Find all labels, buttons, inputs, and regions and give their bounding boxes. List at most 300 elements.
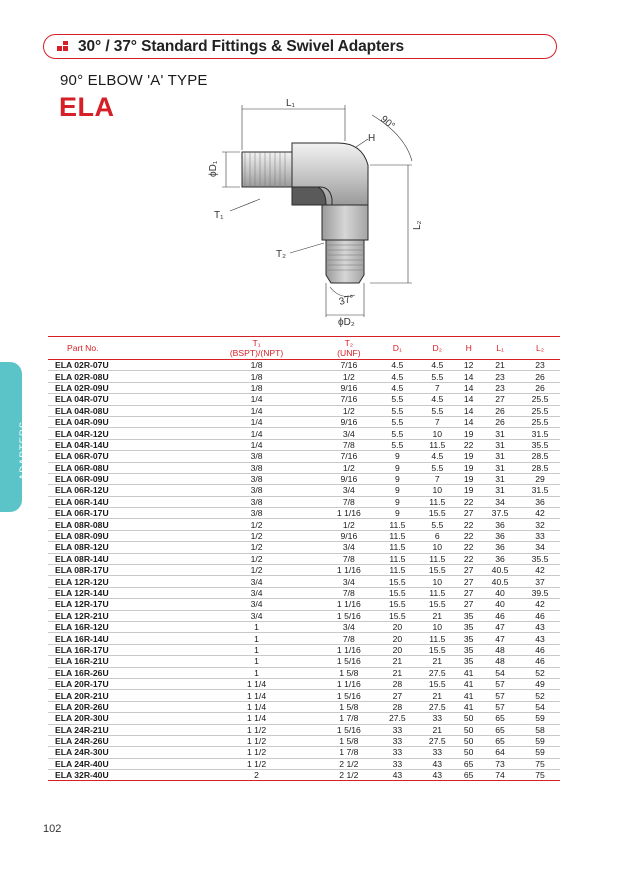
table-cell: 1 5/8 bbox=[320, 735, 377, 746]
table-cell: 7 bbox=[417, 382, 457, 393]
part-number-cell: ELA 04R-09U bbox=[48, 416, 193, 427]
table-cell: 1/4 bbox=[193, 394, 321, 405]
table-cell: 15.5 bbox=[377, 576, 417, 587]
table-cell: 27 bbox=[480, 394, 520, 405]
table-cell: 20 bbox=[377, 644, 417, 655]
table-cell: 1/8 bbox=[193, 371, 321, 382]
table-row bbox=[48, 758, 560, 769]
table-cell: 21 bbox=[377, 667, 417, 678]
table-row bbox=[48, 530, 560, 541]
part-number-cell: ELA 12R-21U bbox=[48, 610, 193, 621]
dim-angle90-label: 90° bbox=[378, 113, 397, 133]
table-cell: 1 bbox=[193, 644, 321, 655]
table-row bbox=[48, 701, 560, 712]
table-cell: 11.5 bbox=[417, 496, 457, 507]
table-row bbox=[48, 735, 560, 746]
table-cell: 3/8 bbox=[193, 473, 321, 484]
product-code: ELA bbox=[59, 92, 115, 122]
table-cell: 4.5 bbox=[417, 394, 457, 405]
table-cell: 21 bbox=[480, 360, 520, 371]
table-cell: 46 bbox=[520, 644, 560, 655]
table-cell: 48 bbox=[480, 656, 520, 667]
table-cell: 1/4 bbox=[193, 416, 321, 427]
table-cell: 7/8 bbox=[320, 553, 377, 564]
table-cell: 1 1/4 bbox=[193, 678, 321, 689]
table-cell: 19 bbox=[457, 485, 480, 496]
table-cell: 11.5 bbox=[377, 530, 417, 541]
table-cell: 59 bbox=[520, 735, 560, 746]
table-cell: 57 bbox=[480, 678, 520, 689]
table-cell: 40 bbox=[480, 599, 520, 610]
table-cell: 1 1/2 bbox=[193, 735, 321, 746]
table-cell: 4.5 bbox=[377, 371, 417, 382]
table-row bbox=[48, 553, 560, 564]
table-cell: 75 bbox=[520, 758, 560, 769]
part-number-cell: ELA 02R-09U bbox=[48, 382, 193, 393]
table-cell: 27.5 bbox=[417, 701, 457, 712]
table-cell: 27.5 bbox=[417, 667, 457, 678]
table-cell: 21 bbox=[417, 690, 457, 701]
table-cell: 41 bbox=[457, 690, 480, 701]
part-number-cell: ELA 16R-12U bbox=[48, 621, 193, 632]
table-cell: 1 1/4 bbox=[193, 713, 321, 724]
part-number-cell: ELA 16R-17U bbox=[48, 644, 193, 655]
table-cell: 9 bbox=[377, 462, 417, 473]
squares-icon bbox=[57, 41, 71, 53]
table-cell: 1/8 bbox=[193, 360, 321, 371]
table-row bbox=[48, 473, 560, 484]
table-cell: 1 5/16 bbox=[320, 656, 377, 667]
table-cell: 43 bbox=[377, 770, 417, 781]
table-cell: 50 bbox=[457, 747, 480, 758]
column-header-main: L₁ bbox=[496, 343, 504, 353]
part-number-cell: ELA 20R-30U bbox=[48, 713, 193, 724]
column-header bbox=[193, 337, 321, 360]
table-cell: 9/16 bbox=[320, 530, 377, 541]
table-row bbox=[48, 678, 560, 689]
table-cell: 31 bbox=[480, 428, 520, 439]
part-number-cell: ELA 12R-17U bbox=[48, 599, 193, 610]
table-cell: 5.5 bbox=[377, 416, 417, 427]
table-cell: 35.5 bbox=[520, 439, 560, 450]
table-cell: 3/4 bbox=[193, 599, 321, 610]
table-row bbox=[48, 747, 560, 758]
table-cell: 3/8 bbox=[193, 496, 321, 507]
part-number-cell: ELA 06R-17U bbox=[48, 508, 193, 519]
table-cell: 2 1/2 bbox=[320, 770, 377, 781]
part-number-cell: ELA 12R-12U bbox=[48, 576, 193, 587]
table-row bbox=[48, 508, 560, 519]
side-tab-adapters[interactable] bbox=[0, 362, 29, 512]
table-cell: 59 bbox=[520, 713, 560, 724]
table-row bbox=[48, 633, 560, 644]
column-header bbox=[320, 337, 377, 360]
table-header-row bbox=[48, 337, 560, 360]
table-cell: 43 bbox=[520, 633, 560, 644]
table-cell: 31 bbox=[480, 473, 520, 484]
table-cell: 36 bbox=[520, 496, 560, 507]
part-number-cell: ELA 24R-30U bbox=[48, 747, 193, 758]
dim-d2-label: ϕD₂ bbox=[338, 317, 355, 328]
table-cell: 12 bbox=[457, 360, 480, 371]
part-number-cell: ELA 08R-17U bbox=[48, 565, 193, 576]
table-cell: 20 bbox=[377, 633, 417, 644]
table-cell: 33 bbox=[417, 713, 457, 724]
table-row bbox=[48, 371, 560, 382]
column-header bbox=[457, 337, 480, 360]
table-cell: 59 bbox=[520, 747, 560, 758]
table-cell: 31 bbox=[480, 451, 520, 462]
part-number-cell: ELA 04R-08U bbox=[48, 405, 193, 416]
table-cell: 1 1/2 bbox=[193, 747, 321, 758]
part-number-cell: ELA 20R-17U bbox=[48, 678, 193, 689]
table-cell: 10 bbox=[417, 621, 457, 632]
table-cell: 10 bbox=[417, 576, 457, 587]
table-cell: 1 5/16 bbox=[320, 690, 377, 701]
table-cell: 46 bbox=[520, 656, 560, 667]
table-cell: 31.5 bbox=[520, 428, 560, 439]
column-header-main: T₁ bbox=[252, 338, 261, 348]
table-cell: 43 bbox=[417, 758, 457, 769]
table-cell: 3/4 bbox=[320, 621, 377, 632]
table-cell: 23 bbox=[480, 371, 520, 382]
table-row bbox=[48, 405, 560, 416]
table-cell: 1 bbox=[193, 667, 321, 678]
table-cell: 35 bbox=[457, 621, 480, 632]
table-cell: 36 bbox=[480, 519, 520, 530]
table-cell: 40 bbox=[480, 587, 520, 598]
table-cell: 9/16 bbox=[320, 416, 377, 427]
table-cell: 21 bbox=[377, 656, 417, 667]
table-cell: 1/2 bbox=[320, 371, 377, 382]
table-cell: 54 bbox=[480, 667, 520, 678]
column-header bbox=[377, 337, 417, 360]
table-cell: 14 bbox=[457, 371, 480, 382]
dim-l1-label: L₁ bbox=[286, 98, 295, 109]
table-cell: 9 bbox=[377, 485, 417, 496]
table-cell: 57 bbox=[480, 690, 520, 701]
table-cell: 3/8 bbox=[193, 462, 321, 473]
table-cell: 1 5/16 bbox=[320, 610, 377, 621]
table-cell: 5.5 bbox=[417, 462, 457, 473]
table-cell: 58 bbox=[520, 724, 560, 735]
table-cell: 3/8 bbox=[193, 485, 321, 496]
table-cell: 43 bbox=[520, 621, 560, 632]
column-header-main: H bbox=[465, 343, 472, 353]
table-cell: 15.5 bbox=[417, 678, 457, 689]
column-header-sub: (UNF) bbox=[337, 348, 361, 358]
column-header-main: D₁ bbox=[392, 343, 402, 353]
table-cell: 1 1/16 bbox=[320, 678, 377, 689]
part-number-cell: ELA 24R-21U bbox=[48, 724, 193, 735]
table-row bbox=[48, 496, 560, 507]
table-body bbox=[48, 360, 560, 781]
table-cell: 14 bbox=[457, 394, 480, 405]
table-cell: 15.5 bbox=[417, 599, 457, 610]
dim-t1-label: T₁ bbox=[214, 210, 224, 221]
table-row bbox=[48, 462, 560, 473]
table-cell: 37 bbox=[520, 576, 560, 587]
part-number-cell: ELA 20R-26U bbox=[48, 701, 193, 712]
table-cell: 5.5 bbox=[377, 428, 417, 439]
table-row bbox=[48, 485, 560, 496]
table-cell: 42 bbox=[520, 565, 560, 576]
part-number-cell: ELA 06R-07U bbox=[48, 451, 193, 462]
part-number-cell: ELA 08R-12U bbox=[48, 542, 193, 553]
table-cell: 54 bbox=[520, 701, 560, 712]
table-cell: 5.5 bbox=[417, 405, 457, 416]
table-cell: 1 5/16 bbox=[320, 724, 377, 735]
table-cell: 27.5 bbox=[417, 735, 457, 746]
table-cell: 4.5 bbox=[417, 451, 457, 462]
part-number-cell: ELA 08R-09U bbox=[48, 530, 193, 541]
table-cell: 6 bbox=[417, 530, 457, 541]
table-cell: 3/4 bbox=[320, 542, 377, 553]
table-cell: 27 bbox=[457, 576, 480, 587]
table-cell: 41 bbox=[457, 701, 480, 712]
table-cell: 5.5 bbox=[377, 405, 417, 416]
part-number-cell: ELA 04R-14U bbox=[48, 439, 193, 450]
table-cell: 4.5 bbox=[377, 382, 417, 393]
table-cell: 22 bbox=[457, 553, 480, 564]
table-cell: 19 bbox=[457, 473, 480, 484]
table-cell: 3/4 bbox=[193, 610, 321, 621]
table-cell: 9 bbox=[377, 451, 417, 462]
table-cell: 75 bbox=[520, 770, 560, 781]
table-cell: 1 bbox=[193, 633, 321, 644]
table-row bbox=[48, 428, 560, 439]
column-header-main: D₂ bbox=[432, 343, 443, 353]
table-cell: 47 bbox=[480, 633, 520, 644]
table-cell: 22 bbox=[457, 542, 480, 553]
table-cell: 42 bbox=[520, 508, 560, 519]
table-cell: 21 bbox=[417, 610, 457, 621]
table-cell: 22 bbox=[457, 496, 480, 507]
table-cell: 23 bbox=[480, 382, 520, 393]
part-number-cell: ELA 16R-21U bbox=[48, 656, 193, 667]
table-cell: 7/16 bbox=[320, 360, 377, 371]
part-number-cell: ELA 06R-12U bbox=[48, 485, 193, 496]
table-cell: 26 bbox=[520, 382, 560, 393]
table-cell: 39.5 bbox=[520, 587, 560, 598]
table-cell: 1 1/16 bbox=[320, 508, 377, 519]
table-row bbox=[48, 576, 560, 587]
table-row bbox=[48, 519, 560, 530]
table-row bbox=[48, 565, 560, 576]
table-cell: 22 bbox=[457, 519, 480, 530]
table-cell: 1/4 bbox=[193, 439, 321, 450]
part-number-cell: ELA 08R-14U bbox=[48, 553, 193, 564]
table-cell: 65 bbox=[457, 770, 480, 781]
page-number: 102 bbox=[43, 823, 62, 835]
table-cell: 33 bbox=[417, 747, 457, 758]
table-cell: 11.5 bbox=[417, 587, 457, 598]
table-cell: 73 bbox=[480, 758, 520, 769]
table-row bbox=[48, 416, 560, 427]
table-cell: 57 bbox=[480, 701, 520, 712]
table-cell: 20 bbox=[377, 621, 417, 632]
table-cell: 4.5 bbox=[377, 360, 417, 371]
table-cell: 9 bbox=[377, 496, 417, 507]
table-cell: 26 bbox=[480, 416, 520, 427]
table-cell: 1 1/2 bbox=[193, 758, 321, 769]
table-cell: 10 bbox=[417, 485, 457, 496]
part-number-cell: ELA 32R-40U bbox=[48, 770, 193, 781]
table-cell: 7/16 bbox=[320, 451, 377, 462]
table-cell: 3/4 bbox=[193, 587, 321, 598]
column-header bbox=[48, 337, 193, 360]
table-cell: 1 1/16 bbox=[320, 644, 377, 655]
table-cell: 74 bbox=[480, 770, 520, 781]
table-cell: 3/8 bbox=[193, 451, 321, 462]
table-row bbox=[48, 542, 560, 553]
table-cell: 37.5 bbox=[480, 508, 520, 519]
table-cell: 1 1/16 bbox=[320, 599, 377, 610]
section-title: 30° / 37° Standard Fittings & Swivel Adapters bbox=[78, 37, 405, 55]
table-cell: 15.5 bbox=[417, 644, 457, 655]
table-cell: 1/2 bbox=[193, 530, 321, 541]
table-cell: 1/2 bbox=[193, 542, 321, 553]
table-cell: 50 bbox=[457, 713, 480, 724]
table-cell: 15.5 bbox=[377, 599, 417, 610]
part-number-cell: ELA 20R-21U bbox=[48, 690, 193, 701]
table-cell: 35 bbox=[457, 633, 480, 644]
table-cell: 48 bbox=[480, 644, 520, 655]
part-number-cell: ELA 04R-07U bbox=[48, 394, 193, 405]
table-row bbox=[48, 724, 560, 735]
table-cell: 14 bbox=[457, 382, 480, 393]
table-cell: 34 bbox=[520, 542, 560, 553]
table-cell: 52 bbox=[520, 667, 560, 678]
table-cell: 46 bbox=[480, 610, 520, 621]
table-cell: 26 bbox=[520, 371, 560, 382]
table-row bbox=[48, 394, 560, 405]
table-cell: 15.5 bbox=[377, 587, 417, 598]
table-cell: 35.5 bbox=[520, 553, 560, 564]
table-cell: 1 1/4 bbox=[193, 701, 321, 712]
table-cell: 35 bbox=[457, 656, 480, 667]
table-cell: 11.5 bbox=[417, 553, 457, 564]
part-number-cell: ELA 16R-14U bbox=[48, 633, 193, 644]
dimension-lines bbox=[222, 105, 412, 317]
dim-h-label: H bbox=[368, 133, 376, 144]
table-cell: 43 bbox=[417, 770, 457, 781]
dim-d1-label: ϕD₁ bbox=[208, 160, 219, 177]
table-cell: 3/8 bbox=[193, 508, 321, 519]
table-cell: 1 5/8 bbox=[320, 701, 377, 712]
table-cell: 1 bbox=[193, 656, 321, 667]
column-header-sub: (BSPT)/(NPT) bbox=[229, 348, 284, 358]
table-cell: 11.5 bbox=[377, 519, 417, 530]
table-cell: 1/2 bbox=[193, 519, 321, 530]
part-number-cell: ELA 06R-08U bbox=[48, 462, 193, 473]
table-cell: 35 bbox=[457, 610, 480, 621]
table-cell: 7/8 bbox=[320, 633, 377, 644]
table-cell: 33 bbox=[377, 724, 417, 735]
table-cell: 65 bbox=[480, 724, 520, 735]
table-cell: 31 bbox=[480, 439, 520, 450]
table-cell: 40.5 bbox=[480, 576, 520, 587]
column-header-main: T₂ bbox=[344, 338, 354, 348]
table-cell: 1/2 bbox=[320, 462, 377, 473]
side-tab-label: ADAPTERS bbox=[18, 420, 29, 480]
table-cell: 23 bbox=[520, 360, 560, 371]
table-cell: 27.5 bbox=[377, 713, 417, 724]
table-cell: 33 bbox=[520, 530, 560, 541]
table-cell: 36 bbox=[480, 553, 520, 564]
table-cell: 9/16 bbox=[320, 382, 377, 393]
product-subtitle: 90° ELBOW 'A' TYPE bbox=[60, 72, 208, 89]
table-cell: 3/4 bbox=[193, 576, 321, 587]
table-cell: 26 bbox=[480, 405, 520, 416]
table-cell: 1/8 bbox=[193, 382, 321, 393]
table-cell: 10 bbox=[417, 428, 457, 439]
table-cell: 11.5 bbox=[377, 542, 417, 553]
table-cell: 2 1/2 bbox=[320, 758, 377, 769]
part-number-cell: ELA 04R-12U bbox=[48, 428, 193, 439]
table-cell: 32 bbox=[520, 519, 560, 530]
table-row bbox=[48, 599, 560, 610]
table-cell: 19 bbox=[457, 462, 480, 473]
table-cell: 7/8 bbox=[320, 496, 377, 507]
table-cell: 50 bbox=[457, 735, 480, 746]
table-cell: 15.5 bbox=[417, 508, 457, 519]
table-cell: 36 bbox=[480, 530, 520, 541]
table-cell: 7/8 bbox=[320, 439, 377, 450]
part-number-cell: ELA 16R-26U bbox=[48, 667, 193, 678]
table-cell: 4.5 bbox=[417, 360, 457, 371]
table-cell: 49 bbox=[520, 678, 560, 689]
table-cell: 65 bbox=[480, 735, 520, 746]
table-row bbox=[48, 360, 560, 371]
table-cell: 1 bbox=[193, 621, 321, 632]
table-cell: 28 bbox=[377, 701, 417, 712]
elbow-technical-drawing bbox=[190, 95, 450, 330]
table-cell: 31.5 bbox=[520, 485, 560, 496]
table-cell: 1/4 bbox=[193, 405, 321, 416]
table-row bbox=[48, 690, 560, 701]
table-cell: 9 bbox=[377, 508, 417, 519]
table-row bbox=[48, 621, 560, 632]
table-row bbox=[48, 644, 560, 655]
table-cell: 1 7/8 bbox=[320, 747, 377, 758]
part-number-cell: ELA 12R-14U bbox=[48, 587, 193, 598]
dim-l2-label: L₂ bbox=[412, 220, 423, 230]
part-number-cell: ELA 24R-26U bbox=[48, 735, 193, 746]
section-banner bbox=[43, 34, 557, 59]
table-cell: 22 bbox=[457, 439, 480, 450]
table-cell: 1 7/8 bbox=[320, 713, 377, 724]
table-row bbox=[48, 656, 560, 667]
table-cell: 7 bbox=[417, 416, 457, 427]
table-cell: 33 bbox=[377, 747, 417, 758]
table-cell: 3/4 bbox=[320, 485, 377, 496]
table-row bbox=[48, 439, 560, 450]
table-cell: 35 bbox=[457, 644, 480, 655]
table-cell: 1/4 bbox=[193, 428, 321, 439]
table-cell: 5.5 bbox=[377, 394, 417, 405]
table-cell: 27 bbox=[457, 565, 480, 576]
table-cell: 21 bbox=[417, 724, 457, 735]
table-cell: 27 bbox=[377, 690, 417, 701]
table-cell: 14 bbox=[457, 416, 480, 427]
column-header-main: L₂ bbox=[535, 343, 545, 353]
table-cell: 7 bbox=[417, 473, 457, 484]
column-header bbox=[520, 337, 560, 360]
table-cell: 36 bbox=[480, 542, 520, 553]
table-cell: 3/4 bbox=[320, 428, 377, 439]
table-cell: 19 bbox=[457, 428, 480, 439]
